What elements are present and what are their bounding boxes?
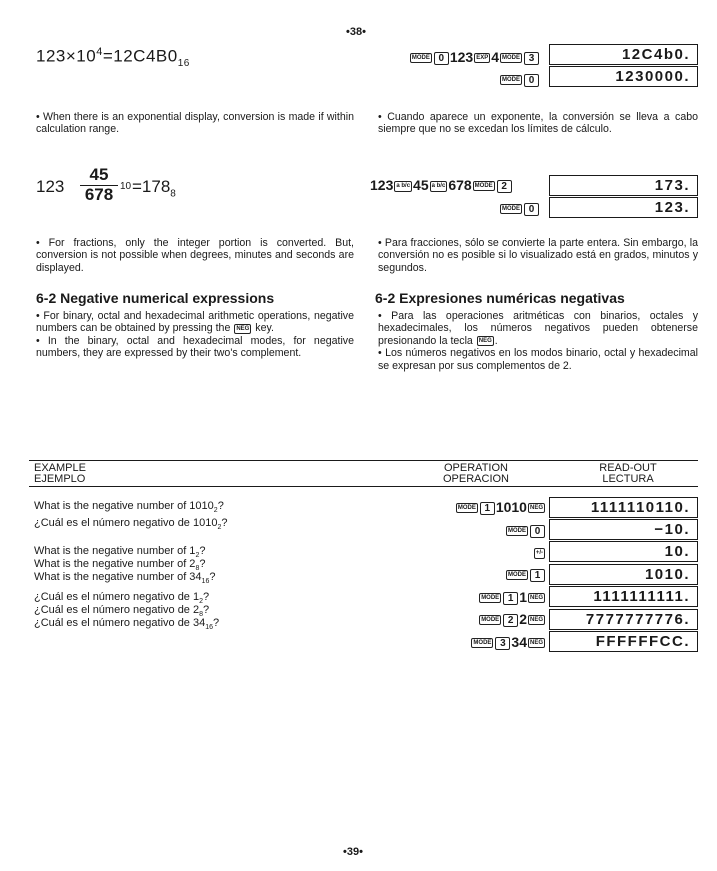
digit-key: 2 (497, 180, 512, 193)
readout-display: 12C4b0. (549, 44, 698, 65)
fraction-denominator: 678 (84, 185, 114, 204)
note-exponential-es: • Cuando aparece un exponente, la conversión se lleva a cabo siempre que no se excedan los límites de cálculo. (378, 111, 698, 136)
body-es-p1-end: . (494, 334, 498, 347)
body-es-p2: • Los números negativos en los modos binario, octal y hexadecimal se expresan por sus complementos de 2. (378, 347, 698, 372)
key-entry: 678 (448, 177, 472, 193)
mode-key: MODE (474, 183, 493, 190)
formula-exponential (36, 46, 190, 69)
key-entry: 45 (413, 177, 429, 193)
readout-display: 1230000. (549, 66, 698, 87)
page-number-bottom: •39• (343, 846, 363, 858)
note-fraction-es: • Para fracciones, sólo se convierte la parte entera. Sin embargo, la conversión no es posible si lo visualizado está en grados, minutos y segundos. (378, 237, 698, 274)
fraction-result-value: =178 (132, 177, 171, 196)
key-entry: 123 (370, 177, 394, 193)
readout-display: 1111111111. (549, 586, 698, 607)
column-operation-es: OPERACION (442, 472, 509, 485)
column-example-en: EXAMPLE (34, 462, 86, 474)
question-2-es: ¿Cuál es el número negativo de $1_2$? (34, 591, 210, 606)
sign-change-key: +/- (534, 548, 545, 559)
operation-row-4: MODE 1 (380, 566, 546, 582)
fraction-key: a b/c (394, 181, 412, 192)
table-header-rule (29, 486, 698, 487)
operation-row-3 (380, 544, 546, 560)
fraction-key: a b/c (430, 181, 448, 192)
operation-row-2: MODE 0 (380, 522, 546, 538)
readout-display: FFFFFFCC. (549, 631, 698, 652)
key-sequence-1b (360, 71, 540, 87)
body-en (36, 310, 354, 360)
key-sequence-2 (360, 177, 550, 193)
fraction-base-subscript: 10 (120, 181, 132, 192)
readout-display: 7777777776. (549, 609, 698, 630)
table-top-rule (29, 460, 698, 461)
fraction-result (132, 177, 176, 199)
mode-key: MODE (502, 55, 520, 62)
column-header-example (34, 463, 86, 484)
question-3-en: What is the negative number of $2_8$? (34, 558, 206, 573)
key-entry: 4 (491, 49, 499, 65)
neg-key: NEG (478, 338, 492, 345)
digit-key: 3 (524, 52, 539, 65)
column-header-readout (568, 463, 688, 484)
readout-display: 123. (549, 197, 698, 218)
fraction-whole: 123 (36, 177, 65, 196)
readout-display: 173. (549, 175, 698, 196)
key-entry: 123 (449, 49, 474, 65)
mode-key: MODE (411, 55, 430, 62)
body-es-p1: • Para las operaciones aritméticas con binarios, octales y hexadecimales, los números negativos pueden obtenerse presionando la tecla (378, 310, 698, 347)
key-sequence-2b (360, 200, 540, 216)
key-sequence-1 (360, 49, 540, 65)
operation-row-6: MODE 2 2 NEG (481, 611, 543, 627)
column-readout-es: LECTURA (602, 472, 654, 485)
question-1-es: ¿Cuál es el número negativo de $1010_2$? (34, 517, 228, 532)
question-2-en: What is the negative number of $1_2$? (34, 545, 206, 560)
formula-result: =12C4B0 (102, 46, 178, 66)
body-en-p2: • In the binary, octal and hexadecimal modes, for negative numbers, they are expressed by their two's complement. (36, 334, 354, 360)
question-4-en: What is the negative number of $34_{16}$? (34, 571, 216, 586)
body-en-p1: • For binary, octal and hexadecimal arithmetic operations, negative numbers can be obtained by pressing the (36, 310, 354, 335)
mode-key: MODE (502, 206, 520, 213)
operation-row-5: MODE 1 1 NEG (481, 589, 543, 605)
body-es (378, 310, 698, 372)
operation-row-7: MODE 3 34 NEG (473, 634, 543, 650)
readout-display: −10. (549, 519, 698, 540)
exp-key: EXP (476, 55, 489, 62)
formula-base-subscript: 16 (177, 58, 190, 70)
note-exponential-en: • When there is an exponential display, conversion is made if within calculation range. (36, 111, 354, 136)
fraction-numerator: 45 (89, 165, 109, 184)
readout-display: 10. (549, 541, 698, 562)
readout-display: 1010. (549, 564, 698, 585)
column-readout-en: READ-OUT (599, 462, 657, 474)
formula-exponent: 4 (96, 46, 103, 58)
neg-key: NEG (236, 325, 250, 332)
body-en-p1-end: key. (255, 322, 274, 335)
digit-key: 0 (524, 203, 539, 216)
fraction-result-subscript: 8 (170, 188, 176, 200)
section-heading-en: 6-2 Negative numerical expressions (36, 290, 275, 306)
digit-key: 0 (524, 74, 539, 87)
note-fraction-en: • For fractions, only the integer portion is converted. But, conversion is not possible when degrees, minutes and seconds are displayed. (36, 237, 354, 274)
question-1-en: What is the negative number of $1010_2$? (34, 500, 224, 515)
digit-key: 0 (434, 52, 449, 65)
readout-display: 1111110110. (549, 497, 698, 518)
question-3-es: ¿Cuál es el número negativo de $2_8$? (34, 604, 210, 619)
formula-base: 123×10 (36, 46, 97, 66)
mode-key: MODE (502, 77, 520, 84)
operation-row-1: MODE 1 1010 NEG (457, 499, 543, 515)
column-operation-en: OPERATION (444, 462, 508, 474)
question-4-es: ¿Cuál es el número negativo de $34_{16}$? (34, 617, 220, 632)
column-header-operation (420, 463, 532, 484)
page-number-top: •38• (346, 26, 366, 38)
column-example-es: EJEMPLO (34, 472, 86, 485)
section-heading-es: 6-2 Expresiones numéricas negativas (375, 290, 625, 306)
